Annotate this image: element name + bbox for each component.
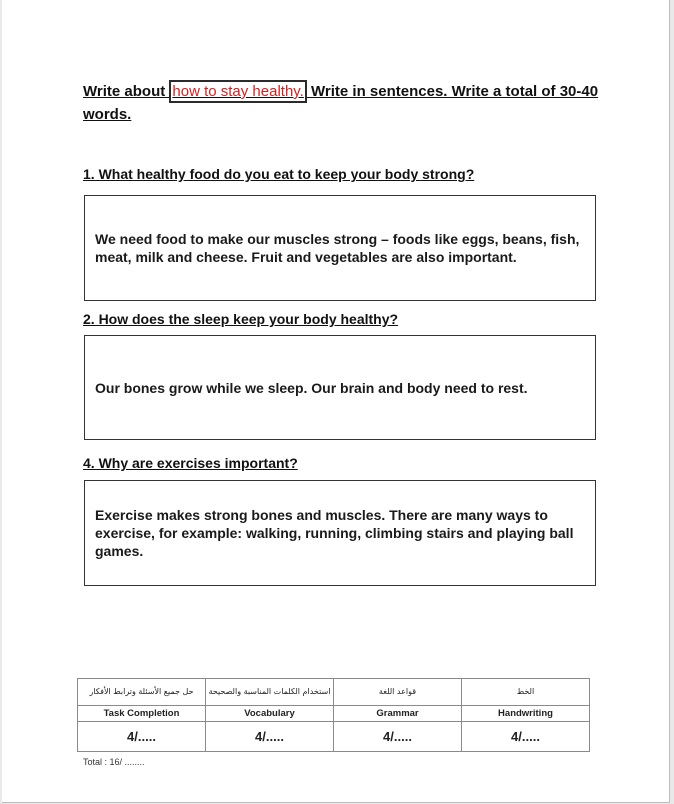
- answer-3: Exercise makes strong bones and muscles. There are many ways to exercise, for example: walking, running, climbing stairs and playing ball games.: [95, 507, 574, 559]
- rubric-arabic-task: حل جميع الأسئلة وترابط الأفكار: [78, 679, 206, 706]
- answer-box-3: [84, 480, 596, 586]
- rubric-arabic-row: [78, 679, 590, 706]
- rubric-handwriting: Handwriting: [462, 706, 590, 722]
- rubric-task-completion: Task Completion: [78, 706, 206, 722]
- rubric-arabic-handwriting: الخط: [462, 679, 590, 706]
- rubric-grammar: Grammar: [334, 706, 462, 722]
- total-score: Total : 16/ ........: [83, 757, 145, 767]
- answer-box-1: [84, 195, 596, 301]
- rubric-english-row: [78, 706, 590, 722]
- score-grammar: 4/.....: [334, 722, 462, 752]
- question-3: 4. Why are exercises important?: [83, 455, 298, 471]
- answer-1: We need food to make our muscles strong – foods like eggs, beans, fish, meat, milk and cheese. Fruit and vegetables are also important.: [95, 231, 580, 265]
- question-1: 1. What healthy food do you eat to keep your body strong?: [83, 166, 475, 182]
- rubric-arabic-grammar: قواعد اللغة: [334, 679, 462, 706]
- answer-2: Our bones grow while we sleep. Our brain and body need to rest.: [95, 379, 528, 396]
- instructions: [83, 80, 603, 126]
- score-vocabulary: 4/.....: [206, 722, 334, 752]
- answer-box-2: [84, 335, 596, 440]
- rubric-vocabulary: Vocabulary: [206, 706, 334, 722]
- rubric-score-row: [78, 722, 590, 752]
- document-page: [2, 0, 670, 803]
- score-handwriting: 4/.....: [462, 722, 590, 752]
- instructions-before: Write about: [83, 83, 170, 100]
- topic-highlight: how to stay healthy.: [169, 80, 306, 103]
- question-2: 2. How does the sleep keep your body healthy?: [83, 311, 399, 327]
- rubric-table: [77, 678, 590, 752]
- instructions-after: Write in sentences. Write a total of 30-40 words.: [83, 83, 599, 123]
- rubric-arabic-vocabulary: استخدام الكلمات المناسبة والصحيحة: [206, 679, 334, 706]
- score-task-completion: 4/.....: [78, 722, 206, 752]
